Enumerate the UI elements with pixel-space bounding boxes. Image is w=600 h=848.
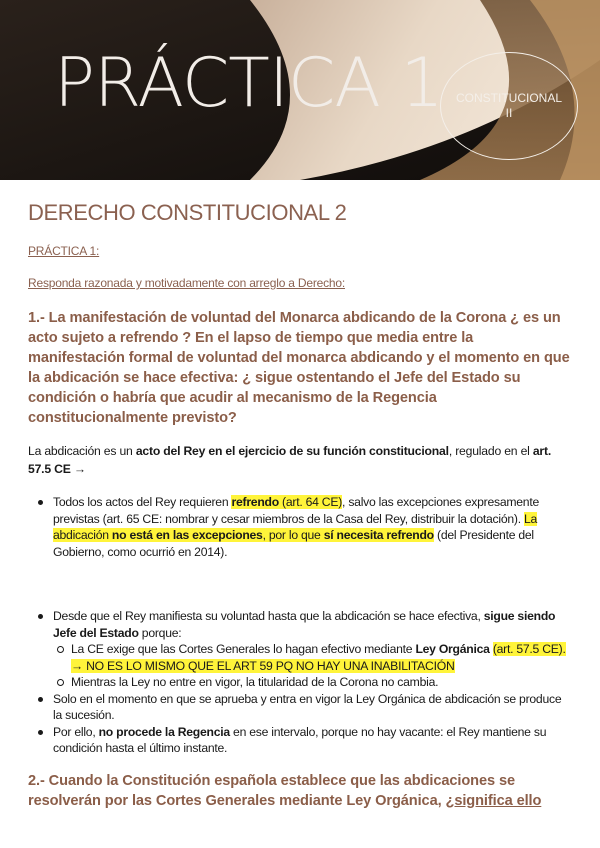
b1-highlight-5: , por lo que <box>262 528 324 542</box>
document-title: DERECHO CONSTITUCIONAL 2 <box>28 200 347 225</box>
b1-text-3: (del Presidente del Gobierno, como ocurrió en 2014). <box>53 528 534 559</box>
b1-text-2: , salvo las excepciones expresamente previstas (art. 65 CE: nombrar y cesar miembros de la Casa del Rey, distribuir la dotación). <box>53 495 539 526</box>
b2-bold-1: sigue siendo Jefe del Estado <box>53 609 556 640</box>
q2-text-1: 2.- Cuando la Constitución española establece que las abdicaciones se resolverán por las Cortes Generales mediante Ley Orgánica, <box>28 772 516 809</box>
b4-text-1: Por ello, <box>53 724 99 739</box>
intro-bold-1: acto del Rey en el ejercicio de su función constitucional <box>135 444 449 458</box>
intro-paragraph <box>28 442 573 478</box>
badge-line-2: II <box>505 106 513 120</box>
bullet-sucesion: Solo en el momento en que se aprueba y entra en vigor la Ley Orgánica de abdicación se produce la sucesión. <box>36 691 573 724</box>
s1-text-1: La CE exige que las Cortes Generales lo hagan efectivo mediante <box>71 642 416 656</box>
b4-bold-1: no procede la Regencia <box>98 724 230 739</box>
b4-text-2: en ese intervalo, porque no hay vacante: el Rey mantiene su condición hasta el último instante. <box>53 724 547 755</box>
intro-text-1: La abdicación es un <box>28 444 136 458</box>
intro-bold-2: art. 57.5 CE → <box>28 444 552 476</box>
question-2 <box>28 771 573 811</box>
b1-highlight-1: refrendo <box>231 495 279 509</box>
b2-text-1: Desde que el Rey manifiesta su voluntad hasta que la abdicación se hace efectiva, <box>53 609 484 623</box>
intro-text-2: , regulado en el <box>448 444 533 458</box>
bullet-jefe-estado <box>36 608 573 691</box>
sub-bullet-ley-organica <box>55 641 573 674</box>
q2-underlined: ¿significa ello <box>445 792 542 809</box>
b1-highlight-3: La abdicación <box>53 511 538 542</box>
answer-list-2 <box>36 608 573 757</box>
b1-text-1: Todos los actos del Rey requieren <box>53 495 232 509</box>
sub-list <box>55 641 573 691</box>
subject-badge <box>440 52 578 160</box>
answer-list-1 <box>36 494 573 560</box>
sub-bullet-titularidad: Mientras la Ley no entre en vigor, la titularidad de la Corona no cambia. <box>55 674 573 691</box>
instructions: Responda razonada y motivadamente con arreglo a Derecho: <box>28 276 345 290</box>
bullet-refrendo <box>36 494 573 560</box>
question-1: 1.- La manifestación de voluntad del Monarca abdicando de la Corona ¿ es un acto sujeto a refrendo ? En el lapso de tiempo que media entre la manifestación formal de voluntad del monarca abdicando y el momento en que la abdicación se hace efectiva: ¿ sigue ostentando el Jefe del Estado su condición o habría que acudir al mecanismo de la Regencia constitucionalmente previsto? <box>28 310 570 426</box>
s1-bold-1: Ley Orgánica <box>415 642 490 656</box>
b1-highlight-6: sí necesita refrendo <box>323 528 434 542</box>
banner-title: PRÁCTICA 1 <box>54 44 443 123</box>
s1-highlight-1: (art. 57.5 CE). → NO ES LO MISMO QUE EL ART 59 PQ NO HAY UNA INABILITACIÓN <box>71 642 566 673</box>
document-body <box>28 200 573 825</box>
b1-highlight-4: no está en las excepciones <box>111 528 263 542</box>
badge-line-1: CONSTITUCIONAL <box>455 91 562 105</box>
header-banner <box>0 0 600 180</box>
practice-label: PRÁCTICA 1: <box>28 244 100 258</box>
b2-text-2: porque: <box>138 625 182 640</box>
b1-highlight-2: (art. 64 CE) <box>278 495 343 509</box>
bullet-regencia <box>36 724 573 757</box>
